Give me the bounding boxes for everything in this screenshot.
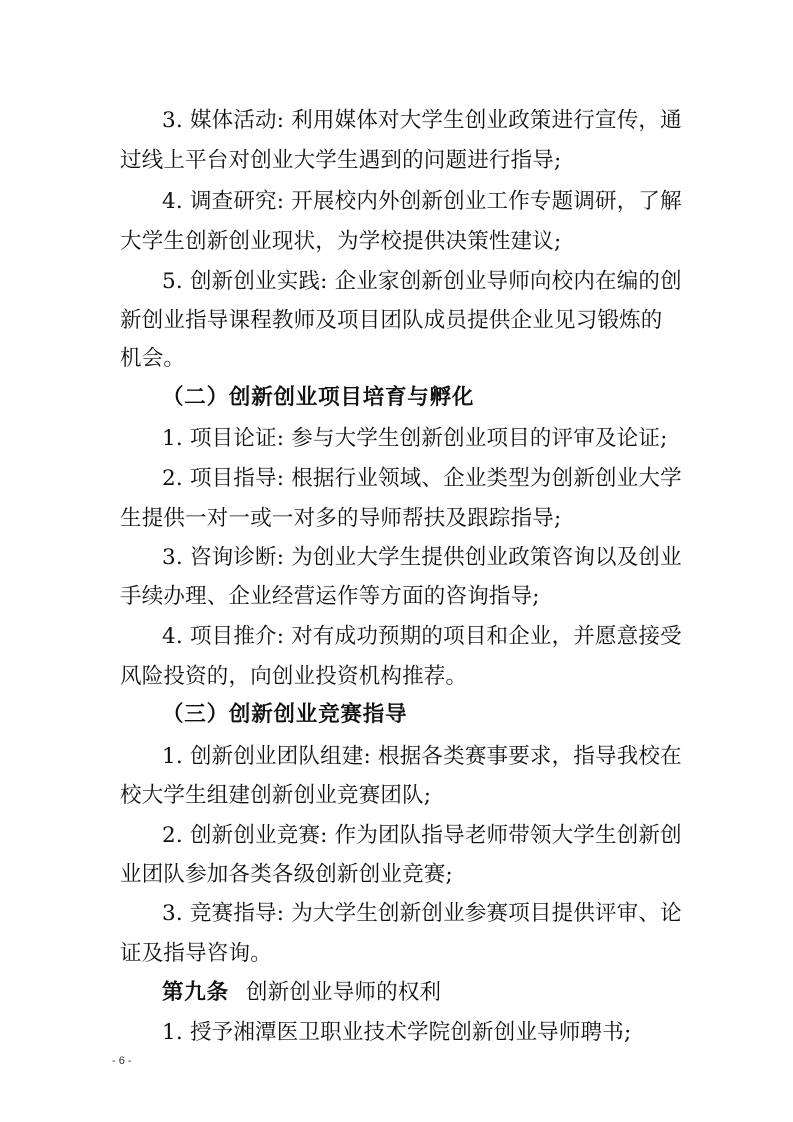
paragraph-line [120,939,793,969]
line-text: 1. 创新创业团队组建: 根据各类赛事要求，指导我校在 [162,744,682,769]
paragraph-line [0,187,682,217]
line-text: 5. 创新创业实践: 企业家创新创业导师向校内在编的创 [162,269,682,294]
paragraph-line [120,146,793,176]
heading-text: （二）创新创业项目培育与孵化 [162,385,475,410]
paragraph-line [162,424,793,454]
line-text: 生提供一对一或一对多的导师帮扶及跟踪指导; [120,506,562,531]
paragraph-line [0,306,672,336]
paragraph-line [0,622,682,652]
line-text: 新创业指导课程教师及项目团队成员提供企业见习锻炼的 [120,308,663,333]
paragraph-line [120,227,793,257]
paragraph-line [0,267,682,297]
line-text: 手续办理、企业经营运作等方面的咨询指导; [120,584,540,609]
line-text: 4. 调查研究: 开展校内外创新创业工作专题调研，了解 [162,189,682,214]
line-text: 3. 媒体活动: 利用媒体对大学生创业政策进行宣传，通 [162,108,682,133]
line-text: 过线上平台对创业大学生遇到的问题进行指导; [120,148,562,173]
page-number: - 6 - [112,1055,132,1067]
paragraph-line [0,464,682,494]
paragraph-line [120,504,793,534]
article-title: 创新创业导师的权利 [245,980,442,1005]
line-text: 风险投资的，向创业投资机构推荐。 [120,664,468,689]
line-text: 证及指导咨询。 [120,941,272,966]
line-text: 业团队参加各类各级创新创业竞赛; [120,862,453,887]
paragraph-line [120,662,793,692]
paragraph-line [162,1018,793,1048]
line-text: 大学生创新创业现状，为学校提供决策性建议; [120,229,562,254]
paragraph-line [120,344,793,374]
section-heading [162,383,793,413]
line-text: 2. 创新创业竞赛: 作为团队指导老师带领大学生创新创 [162,823,682,848]
section-heading [162,700,793,730]
paragraph-line [0,821,682,851]
article-label: 第九条 [162,980,229,1005]
line-text: 1. 授予湘潭医卫职业技术学院创新创业导师聘书; [162,1020,632,1045]
line-text: 3. 竞赛指导: 为大学生创新创业参赛项目提供评审、论 [162,901,682,926]
heading-text: （三）创新创业竞赛指导 [162,702,408,727]
line-text: 3. 咨询诊断: 为创业大学生提供创业政策咨询以及创业 [162,545,682,570]
article-heading [162,978,793,1008]
line-text: 机会。 [120,346,186,371]
line-text: 2. 项目指导: 根据行业领域、企业类型为创新创业大学 [162,466,682,491]
paragraph-line [120,781,793,811]
paragraph-line [0,543,682,573]
paragraph-line [120,860,793,890]
line-text: 4. 项目推介: 对有成功预期的项目和企业，并愿意接受 [162,624,682,649]
paragraph-line [120,582,793,612]
paragraph-line [0,742,682,772]
line-text: 1. 项目论证: 参与大学生创新创业项目的评审及论证; [162,426,668,451]
paragraph-line [0,899,682,929]
paragraph-line [0,106,682,136]
line-text: 校大学生组建创新创业竞赛团队; [120,783,432,808]
